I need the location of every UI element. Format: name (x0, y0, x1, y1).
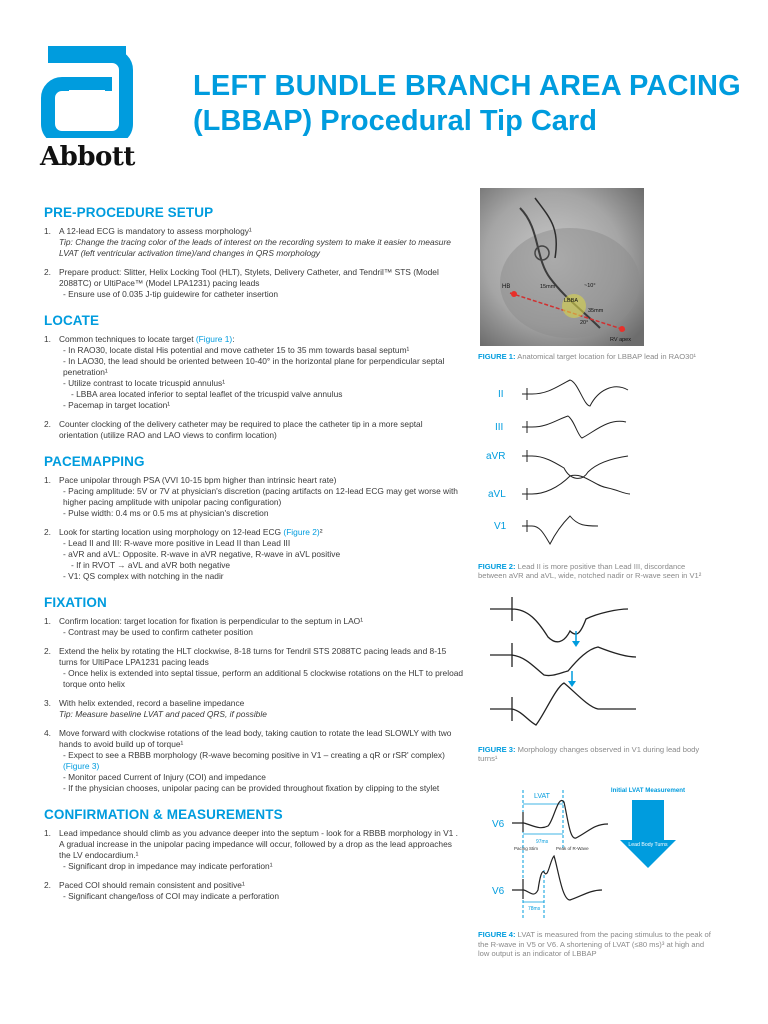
list-item (44, 267, 464, 300)
figure-4-caption (478, 930, 716, 959)
sub-item-text: - Pulse width: 0.4 ms or 0.5 ms at physician's discretion (63, 508, 269, 518)
tip-text: Tip: Change the tracing color of the leads of interest on the recording system to make it easier to measure LVAT (left ventricular activation time)/and changes in QRS morphology (59, 237, 451, 258)
sub-item-text: - If the physician chooses, unipolar pacing can be provided throughout fixation by clipping to the stylet (63, 783, 440, 793)
item-number: 2. (44, 646, 51, 656)
item-number: 1. (44, 616, 51, 626)
list-item (44, 475, 464, 519)
figure-3-v1-morphology (478, 591, 716, 741)
locate-list (44, 334, 464, 441)
list-item (44, 616, 464, 638)
figure-1-link[interactable]: (Figure 1) (195, 334, 233, 344)
ms-78-label: 78ms (528, 905, 541, 912)
page-title: LEFT BUNDLE BRANCH AREA PACING (193, 70, 741, 102)
lead-v1-label: V1 (494, 520, 507, 532)
figure-4-lvat (478, 780, 716, 928)
item-text: Lead impedance should climb as you advance deeper into the septum - look for a RBBB morphology in V1 . A gradual increase in the unipolar pacing impedance will occur, followed by a drop as the lead approaches the LV endocardium.¹ (59, 828, 458, 860)
sub-item-text: - V1: QS complex with notching in the nadir (63, 571, 224, 581)
item-text-part: : (232, 334, 235, 344)
abbott-logo (40, 46, 148, 138)
item-number: 1. (44, 334, 51, 344)
item-text-part: Look for starting location using morphology on 12-lead ECG (59, 527, 284, 537)
ms-97-label: 97ms (536, 838, 549, 845)
item-text: Counter clocking of the delivery catheter may be required to place the catheter tip in a more septal orientation (utilize RAO and LAO views to confirm location) (59, 419, 423, 440)
sub-item-text: - aVR and aVL: Opposite. R-wave in aVR negative, R-wave in aVL positive (63, 549, 341, 559)
item-text: Prepare product: Slitter, Helix Locking Tool (HLT), Stylets, Delivery Catheter, and Tendril™ STS (Model 2088TC) or UltiPace™ (Model LPA1231) pacing leads (59, 267, 439, 288)
sub-item-text: - Lead II and III: R-wave more positive in Lead II than Lead III (63, 538, 291, 548)
sub-item-text: - LBBA area located inferior to septal leaflet of the tricuspid valve annulus (71, 389, 343, 399)
sub-item-text: - Contrast may be used to confirm catheter position (63, 627, 253, 637)
item-number: 1. (44, 828, 51, 838)
distance-15mm-label: 15mm (540, 284, 556, 290)
lead-iii-label: III (495, 421, 504, 433)
item-number: 4. (44, 728, 51, 738)
rv-apex-label: RV apex (610, 337, 631, 343)
caption-label: FIGURE 1: (478, 352, 516, 361)
caption-text: LVAT is measured from the pacing stimulus to the peak of the R-wave in V5 or V6. A shortening of LVAT (≤80 ms)³ at high and low output is an indicator of LBBAP (478, 929, 711, 959)
item-number: 2. (44, 267, 51, 277)
item-text: With helix extended, record a baseline impedance (59, 698, 245, 708)
sub-item-text: - Monitor paced Current of Injury (COI) and impedance (63, 772, 266, 782)
list-item (44, 334, 464, 411)
lead-body-turns-label: Lead Body Turns (628, 841, 668, 848)
figure-2-ecg-leads (478, 376, 716, 556)
page-subtitle (193, 105, 597, 138)
item-text-part: Common techniques to locate target (59, 334, 196, 344)
item-number: 2. (44, 880, 51, 890)
list-item (44, 527, 464, 582)
figure-1-fluoroscopy (480, 188, 644, 346)
item-number: 2. (44, 419, 51, 429)
section-heading-locate: LOCATE (44, 313, 100, 328)
item-text-part: ² (319, 527, 323, 537)
caption-label: FIGURE 3: (478, 744, 516, 754)
his-label: HB (502, 284, 511, 290)
section-heading-pacemapping: PACEMAPPING (44, 454, 145, 469)
item-number: 1. (44, 226, 51, 236)
sub-item-text (59, 750, 464, 772)
list-item (44, 828, 464, 872)
lbba-label: LBBA (564, 298, 579, 304)
item-text: Move forward with clockwise rotations of the lead body, taking caution to rotate the lead SLOWLY with two hands to avoid build up of torque¹ (59, 728, 452, 749)
list-item (44, 419, 464, 441)
initial-lvat-label: Initial LVAT Measurement (610, 786, 686, 794)
item-text: Pace unipolar through PSA (VVI 10-15 bpm higher than intrinsic heart rate) (59, 475, 337, 485)
lead-avr-label: aVR (486, 450, 506, 462)
angle-20-label: 20° (580, 320, 589, 326)
lead-avl-label: aVL (488, 488, 506, 500)
sub-item-text: - Pacing amplitude: 5V or 7V at physician's discretion (pacing artifacts on 12-lead ECG may get worse with higher pacing amplitude with unipolar pacing configuration) (63, 486, 458, 507)
v6-label-1: V6 (492, 818, 505, 830)
item-text (59, 527, 464, 538)
list-item (44, 226, 464, 259)
sub-item-text: - Ensure use of 0.035 J-tip guidewire for catheter insertion (63, 289, 279, 299)
item-text: A 12-lead ECG is mandatory to assess morphology¹ (59, 226, 252, 236)
subtitle-rest: Procedural Tip Card (312, 105, 597, 137)
sub-item-text: - Pacemap in target location¹ (63, 400, 171, 410)
item-number: 3. (44, 698, 51, 708)
lead-ii-label: II (498, 388, 504, 400)
figures-column (478, 188, 716, 959)
distance-35mm-label: 35mm (588, 308, 604, 314)
item-text-part: - Expect to see a RBBB morphology (R-wave becoming positive in V1 – creating a qR or rSR' complex) (63, 750, 445, 760)
section-heading-pre-procedure: PRE-PROCEDURE SETUP (44, 205, 214, 220)
list-item (44, 728, 464, 794)
confirmation-list (44, 828, 464, 902)
item-number: 1. (44, 475, 51, 485)
list-item (44, 646, 464, 690)
list-item (44, 698, 464, 720)
fixation-list (44, 616, 464, 794)
list-item (44, 880, 464, 902)
sub-item-text: - Significant drop in impedance may indicate perforation¹ (63, 861, 273, 871)
caption-label: FIGURE 2: (478, 561, 516, 571)
sub-item-text: - In RAO30, locate distal His potential and move catheter 15 to 35 mm towards basal septum¹ (63, 345, 410, 355)
figure-2-caption (478, 562, 716, 581)
sub-item-text: - If in RVOT → aVL and aVR both negative (71, 560, 231, 570)
figure-3-caption (478, 745, 716, 764)
subtitle-acronym: (LBBAP) (193, 105, 313, 137)
pre-procedure-list (44, 226, 464, 300)
item-text (59, 334, 464, 345)
section-heading-confirmation: CONFIRMATION & MEASUREMENTS (44, 807, 283, 822)
angle-10-label: ~10° (584, 283, 596, 289)
figure-1-caption (478, 352, 716, 362)
section-heading-fixation: FIXATION (44, 595, 107, 610)
item-number: 2. (44, 527, 51, 537)
brand-name: Abbott (40, 142, 135, 172)
item-text: Paced COI should remain consistent and positive¹ (59, 880, 245, 890)
caption-text: Lead II is more positive than Lead III, discordance between aVR and aVL, wide, notched nadir or R-wave seen in V1² (478, 561, 702, 581)
peak-r-wave-label: Peak of R-Wave (556, 845, 589, 851)
pacing-stim-label: Pacing Stim (514, 845, 539, 851)
lvat-label: LVAT (534, 792, 550, 800)
tip-text: Tip: Measure baseline LVAT and paced QRS, if possible (59, 709, 267, 719)
item-text: Extend the helix by rotating the HLT clockwise, 8-18 turns for Tendril STS 2088TC pacing leads and 8-15 turns for UltiPace LPA1231 pacing leads (59, 646, 447, 667)
sub-item-text: - Significant change/loss of COI may indicate a perforation (63, 891, 279, 901)
instructions-column (44, 205, 464, 915)
caption-label: FIGURE 4: (478, 929, 516, 939)
v6-label-2: V6 (492, 885, 505, 897)
figure-2-link[interactable]: (Figure 2) (283, 527, 320, 537)
sub-item-text: - In LAO30, the lead should be oriented between 10-40° in the horizontal plane for perpendicular septal penetration¹ (63, 356, 445, 377)
sub-item-text: - Utilize contrast to locate tricuspid annulus¹ (63, 378, 225, 388)
figure-3-link[interactable]: (Figure 3) (63, 761, 100, 771)
caption-text: Morphology changes observed in V1 during lead body turns¹ (478, 744, 700, 764)
caption-text: Anatomical target location for LBBAP lead in RAO30¹ (515, 352, 697, 361)
pacemapping-list (44, 475, 464, 582)
item-text: Confirm location: target location for fixation is perpendicular to the septum in LAO¹ (59, 616, 363, 626)
sub-item-text: - Once helix is extended into septal tissue, perform an additional 5 clockwise rotations on the HLT to preload torque onto helix (63, 668, 464, 689)
